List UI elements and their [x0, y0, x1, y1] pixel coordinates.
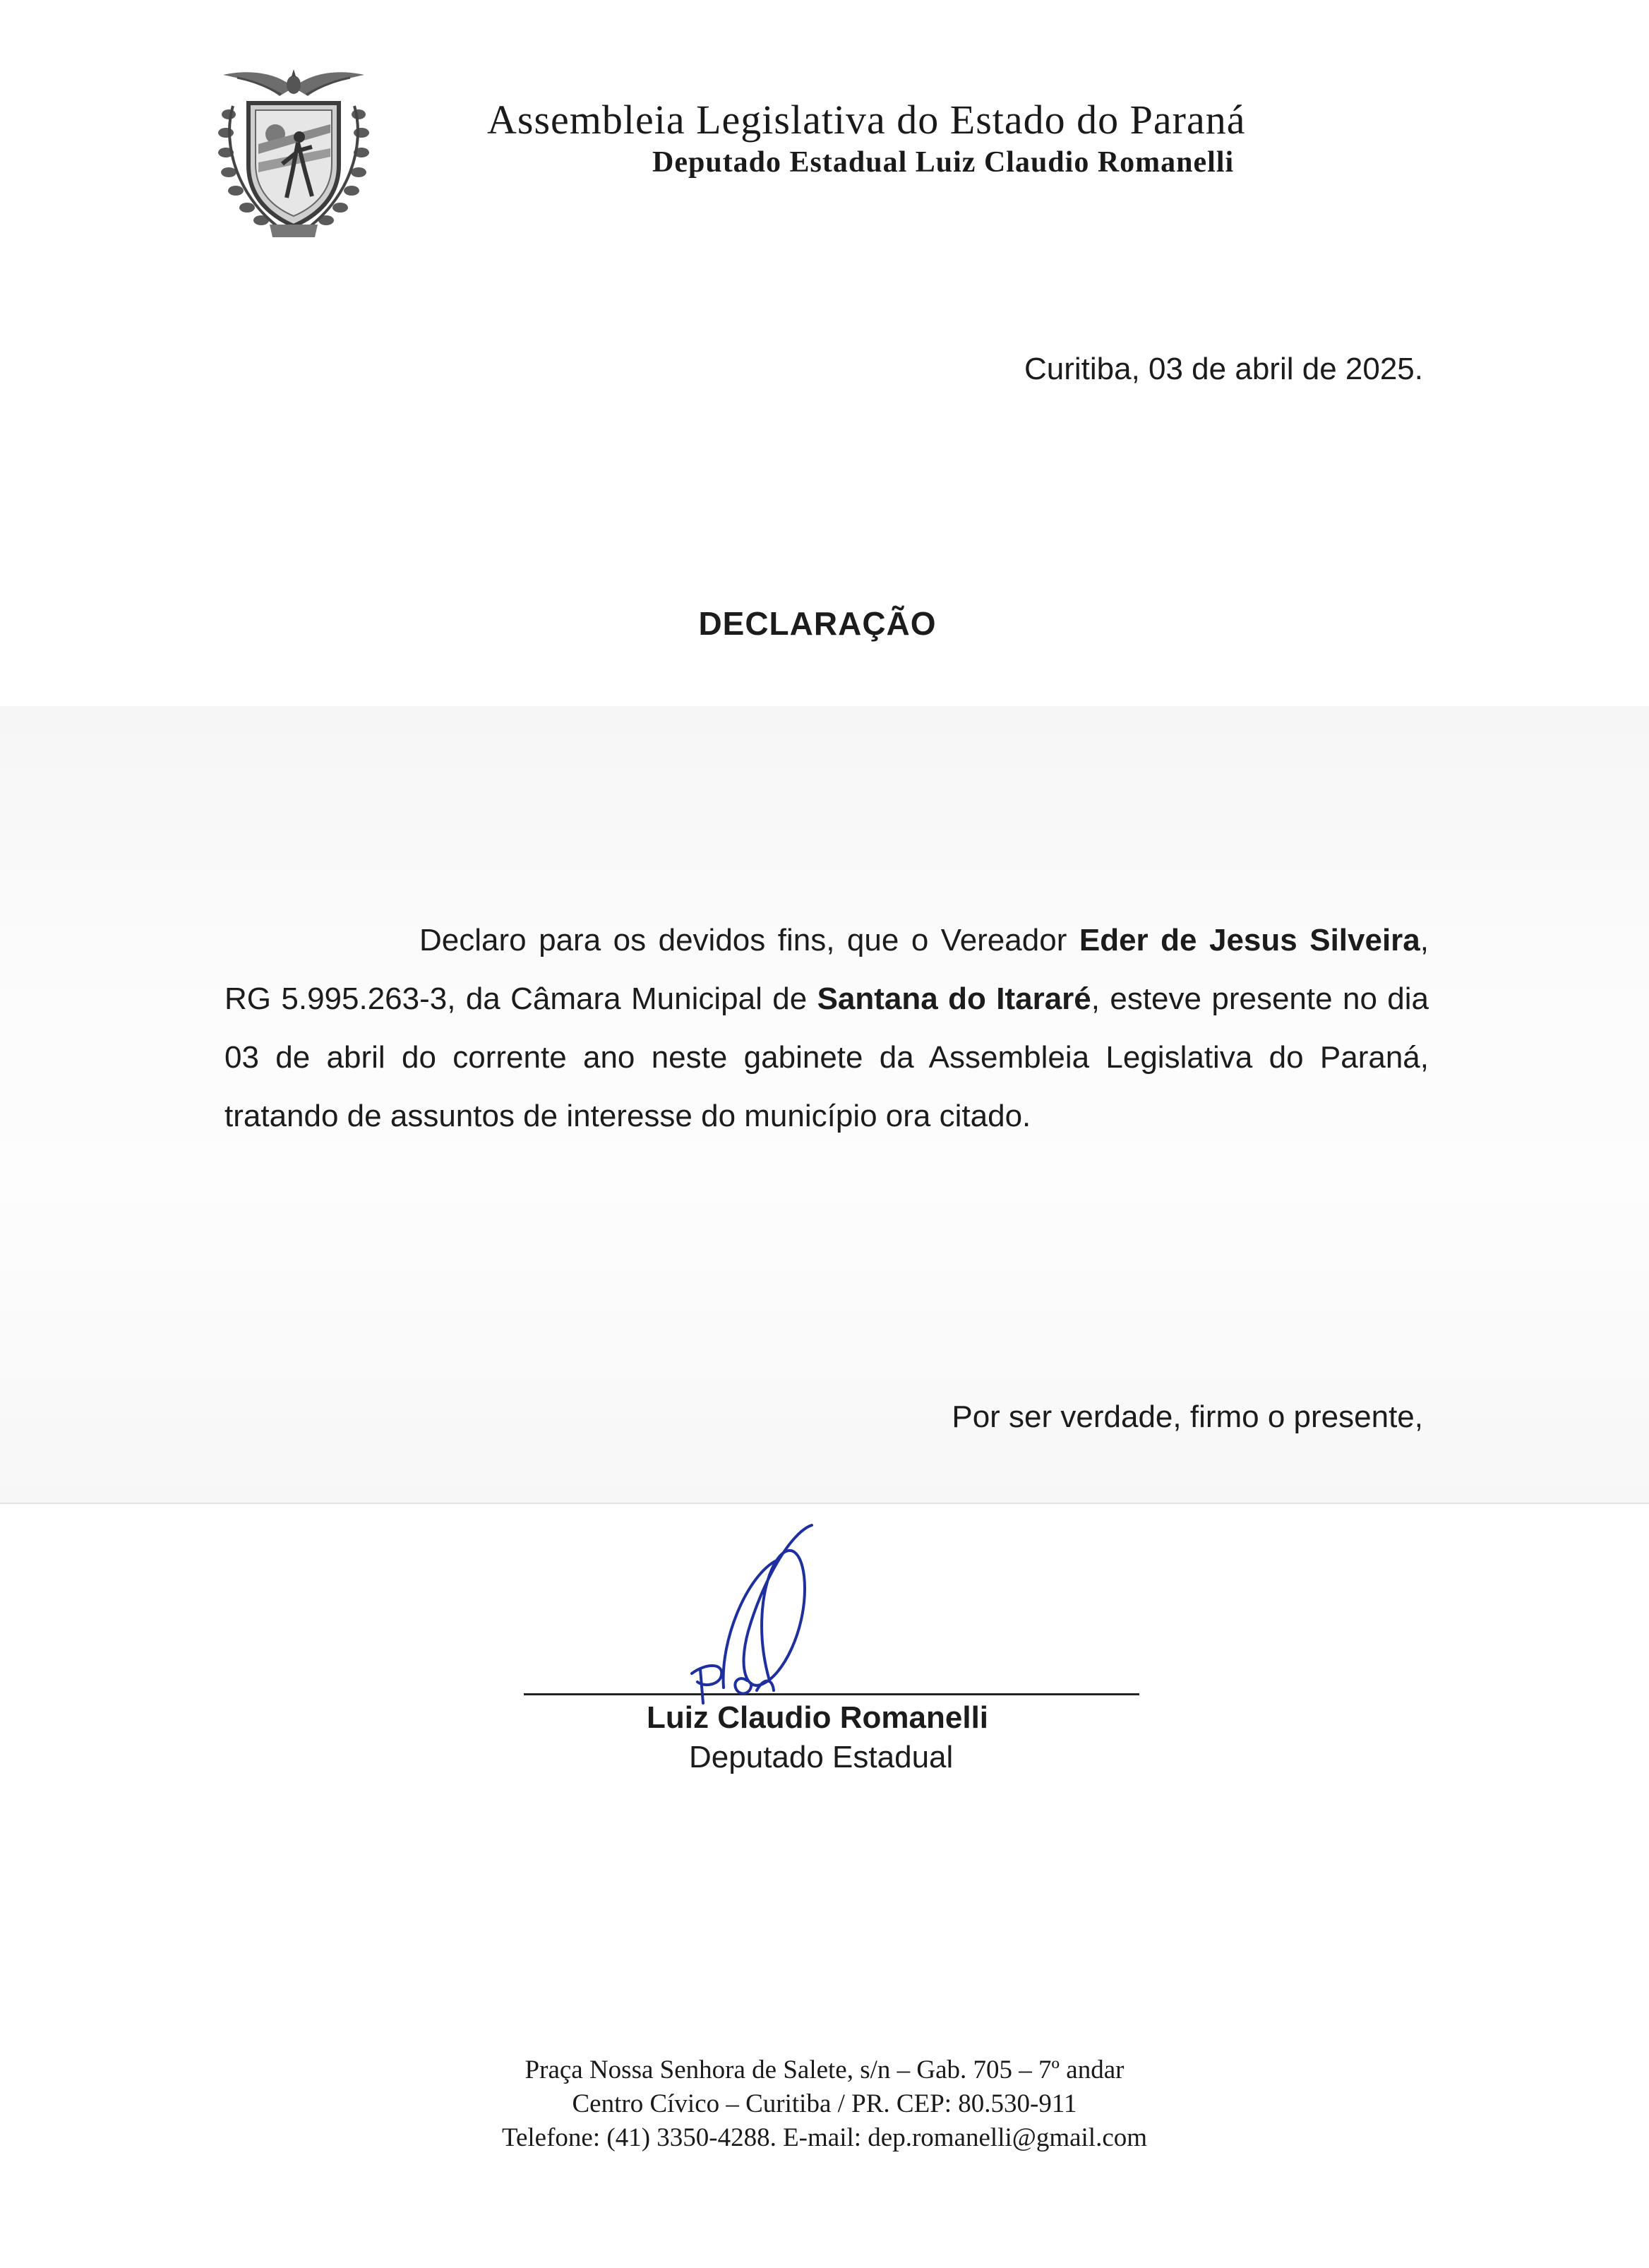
- paragraph-text-1: Declaro para os devidos fins, que o Vereador: [419, 923, 1079, 957]
- closing-line: Por ser verdade, firmo o presente,: [952, 1399, 1423, 1434]
- paragraph-text-3: , esteve presente no dia 03 de abril do corrente ano neste gabinete da Assembleia Legislativa do Paraná, tratando de assuntos de interesse do município ora citado.: [224, 981, 1429, 1133]
- footer-contact-line: Telefone: (41) 3350-4288. E-mail: dep.romanelli@gmail.com: [501, 2123, 1148, 2152]
- declaration-paragraph: [224, 911, 1429, 1145]
- councilman-name: Eder de Jesus Silveira: [1079, 923, 1420, 957]
- signer-name: Luiz Claudio Romanelli: [647, 1700, 989, 1735]
- footer-address-line-1: Praça Nossa Senhora de Salete, s/n – Gab. 705 – 7º andar: [524, 2055, 1125, 2084]
- document-title: [0, 604, 1649, 643]
- header-subtitle: Deputado Estadual Luiz Claudio Romanelli: [652, 146, 1235, 179]
- paragraph-text-2: , RG 5.995.263-3, da Câmara Municipal de: [224, 923, 1429, 1016]
- date-line: Curitiba, 03 de abril de 2025.: [1024, 352, 1423, 386]
- signer-role: Deputado Estadual: [689, 1740, 954, 1774]
- footer-address-block: [0, 2053, 1649, 2155]
- municipality-name: Santana do Itararé: [817, 981, 1091, 1016]
- footer-address-line-2: Centro Cívico – Curitiba / PR. CEP: 80.530-911: [572, 2089, 1077, 2118]
- handwritten-signature-icon: [664, 1518, 875, 1730]
- paper-fold-line: [0, 1503, 1649, 1504]
- document-title-text: DECLARAÇÃO: [698, 605, 937, 642]
- header-title: Assembleia Legislativa do Estado do Paraná: [487, 97, 1246, 143]
- parana-coat-of-arms-icon: [209, 59, 378, 250]
